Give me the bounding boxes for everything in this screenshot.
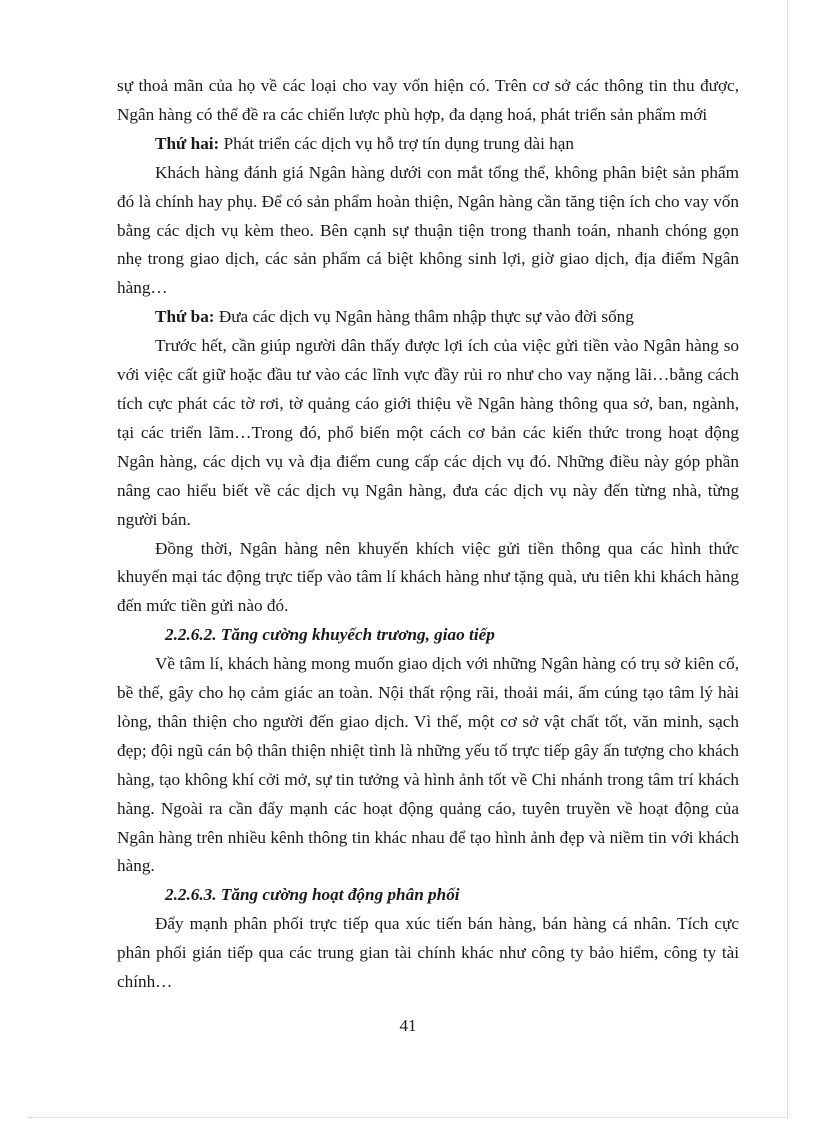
list-item-label: Thứ hai: bbox=[155, 133, 220, 153]
paragraph-continuation: sự thoả mãn của họ về các loại cho vay vốn hiện có. Trên cơ sở các thông tin thu được, Ngân hàng có thể đề ra các chiến lược phù hợp, đa dạng hoá, phát triển sản phẩm mới bbox=[117, 76, 739, 124]
paragraph: Đồng thời, Ngân hàng nên khuyến khích việc gửi tiền thông qua các hình thức khuyến mại tác động trực tiếp vào tâm lí khách hàng như tặng quà, ưu tiên khi khách hàng đến mức tiền gửi nào đó. bbox=[117, 538, 739, 616]
section-heading: 2.2.6.3. Tăng cường hoạt động phân phối bbox=[165, 885, 460, 905]
paragraph: Trước hết, cần giúp người dân thấy được lợi ích của việc gửi tiền vào Ngân hàng so với việc cất giữ hoặc đầu tư vào các lĩnh vực đầy rủi ro như cho vay nặng lãi…bằng cách tích cực phát các tờ rơi, tờ quảng cáo giới thiệu về Ngân hàng thông qua sở, ban, ngành, tại các triển lãm…Trong đó, phổ biến một cách cơ bản các kiến thức trong hoạt động Ngân hàng, các dịch vụ và địa điểm cung cấp các dịch vụ đó. Những điều này góp phần nâng cao hiểu biết về các dịch vụ Ngân hàng, đưa các dịch vụ này đến từng nhà, từng người bán. bbox=[117, 336, 739, 529]
paragraph: Đẩy mạnh phân phối trực tiếp qua xúc tiến bán hàng, bán hàng cá nhân. Tích cực phân phối gián tiếp qua các trung gian tài chính khác như công ty bảo hiểm, công ty tài chính… bbox=[117, 914, 739, 992]
list-item-third bbox=[117, 303, 739, 332]
section-heading: 2.2.6.2. Tăng cường khuyếch trương, giao tiếp bbox=[165, 625, 495, 645]
page-number: 41 bbox=[399, 1016, 417, 1035]
paragraph: Về tâm lí, khách hàng mong muốn giao dịch với những Ngân hàng có trụ sở kiên cố, bề thế, gây cho họ cảm giác an toàn. Nội thất rộng rãi, thoải mái, ấm cúng tạo tâm lý hài lòng, thân thiện cho người đến giao dịch. Vì thế, một cơ sở vật chất tốt, văn minh, sạch đẹp; đội ngũ cán bộ thân thiện nhiệt tình là những yếu tố trực tiếp gây ấn tượng cho khách hàng, tạo không khí cởi mở, sự tin tưởng và hình ảnh tốt về Chi nhánh trong tâm trí khách hàng. Ngoài ra cần đẩy mạnh các hoạt động quảng cáo, tuyên truyền về hoạt động của Ngân hàng trên nhiều kênh thông tin khác nhau để tạo hình ảnh đẹp và niềm tin với khách hàng. bbox=[117, 654, 739, 876]
page-margin-guide-right bbox=[787, 0, 788, 1117]
list-item-label: Thứ ba: bbox=[155, 307, 215, 327]
page-margin-guide-bottom bbox=[28, 1117, 788, 1118]
list-item-second bbox=[117, 130, 739, 159]
paragraph: Khách hàng đánh giá Ngân hàng dưới con mắt tổng thể, không phân biệt sản phẩm đó là chính hay phụ. Để có sản phẩm hoàn thiện, Ngân hàng cần tăng tiện ích cho vay vốn bằng các dịch vụ kèm theo. Bên cạnh sự thuận tiện trong thanh toán, nhanh chóng gọn nhẹ trong giao dịch, các sản phẩm cá biệt không sinh lợi, giờ giao dịch, địa điểm Ngân hàng… bbox=[117, 162, 739, 298]
list-item-text: Phát triển các dịch vụ hỗ trợ tín dụng trung dài hạn bbox=[219, 133, 574, 153]
list-item-text: Đưa các dịch vụ Ngân hàng thâm nhập thực sự vào đời sống bbox=[214, 307, 634, 327]
document-body bbox=[117, 72, 739, 997]
